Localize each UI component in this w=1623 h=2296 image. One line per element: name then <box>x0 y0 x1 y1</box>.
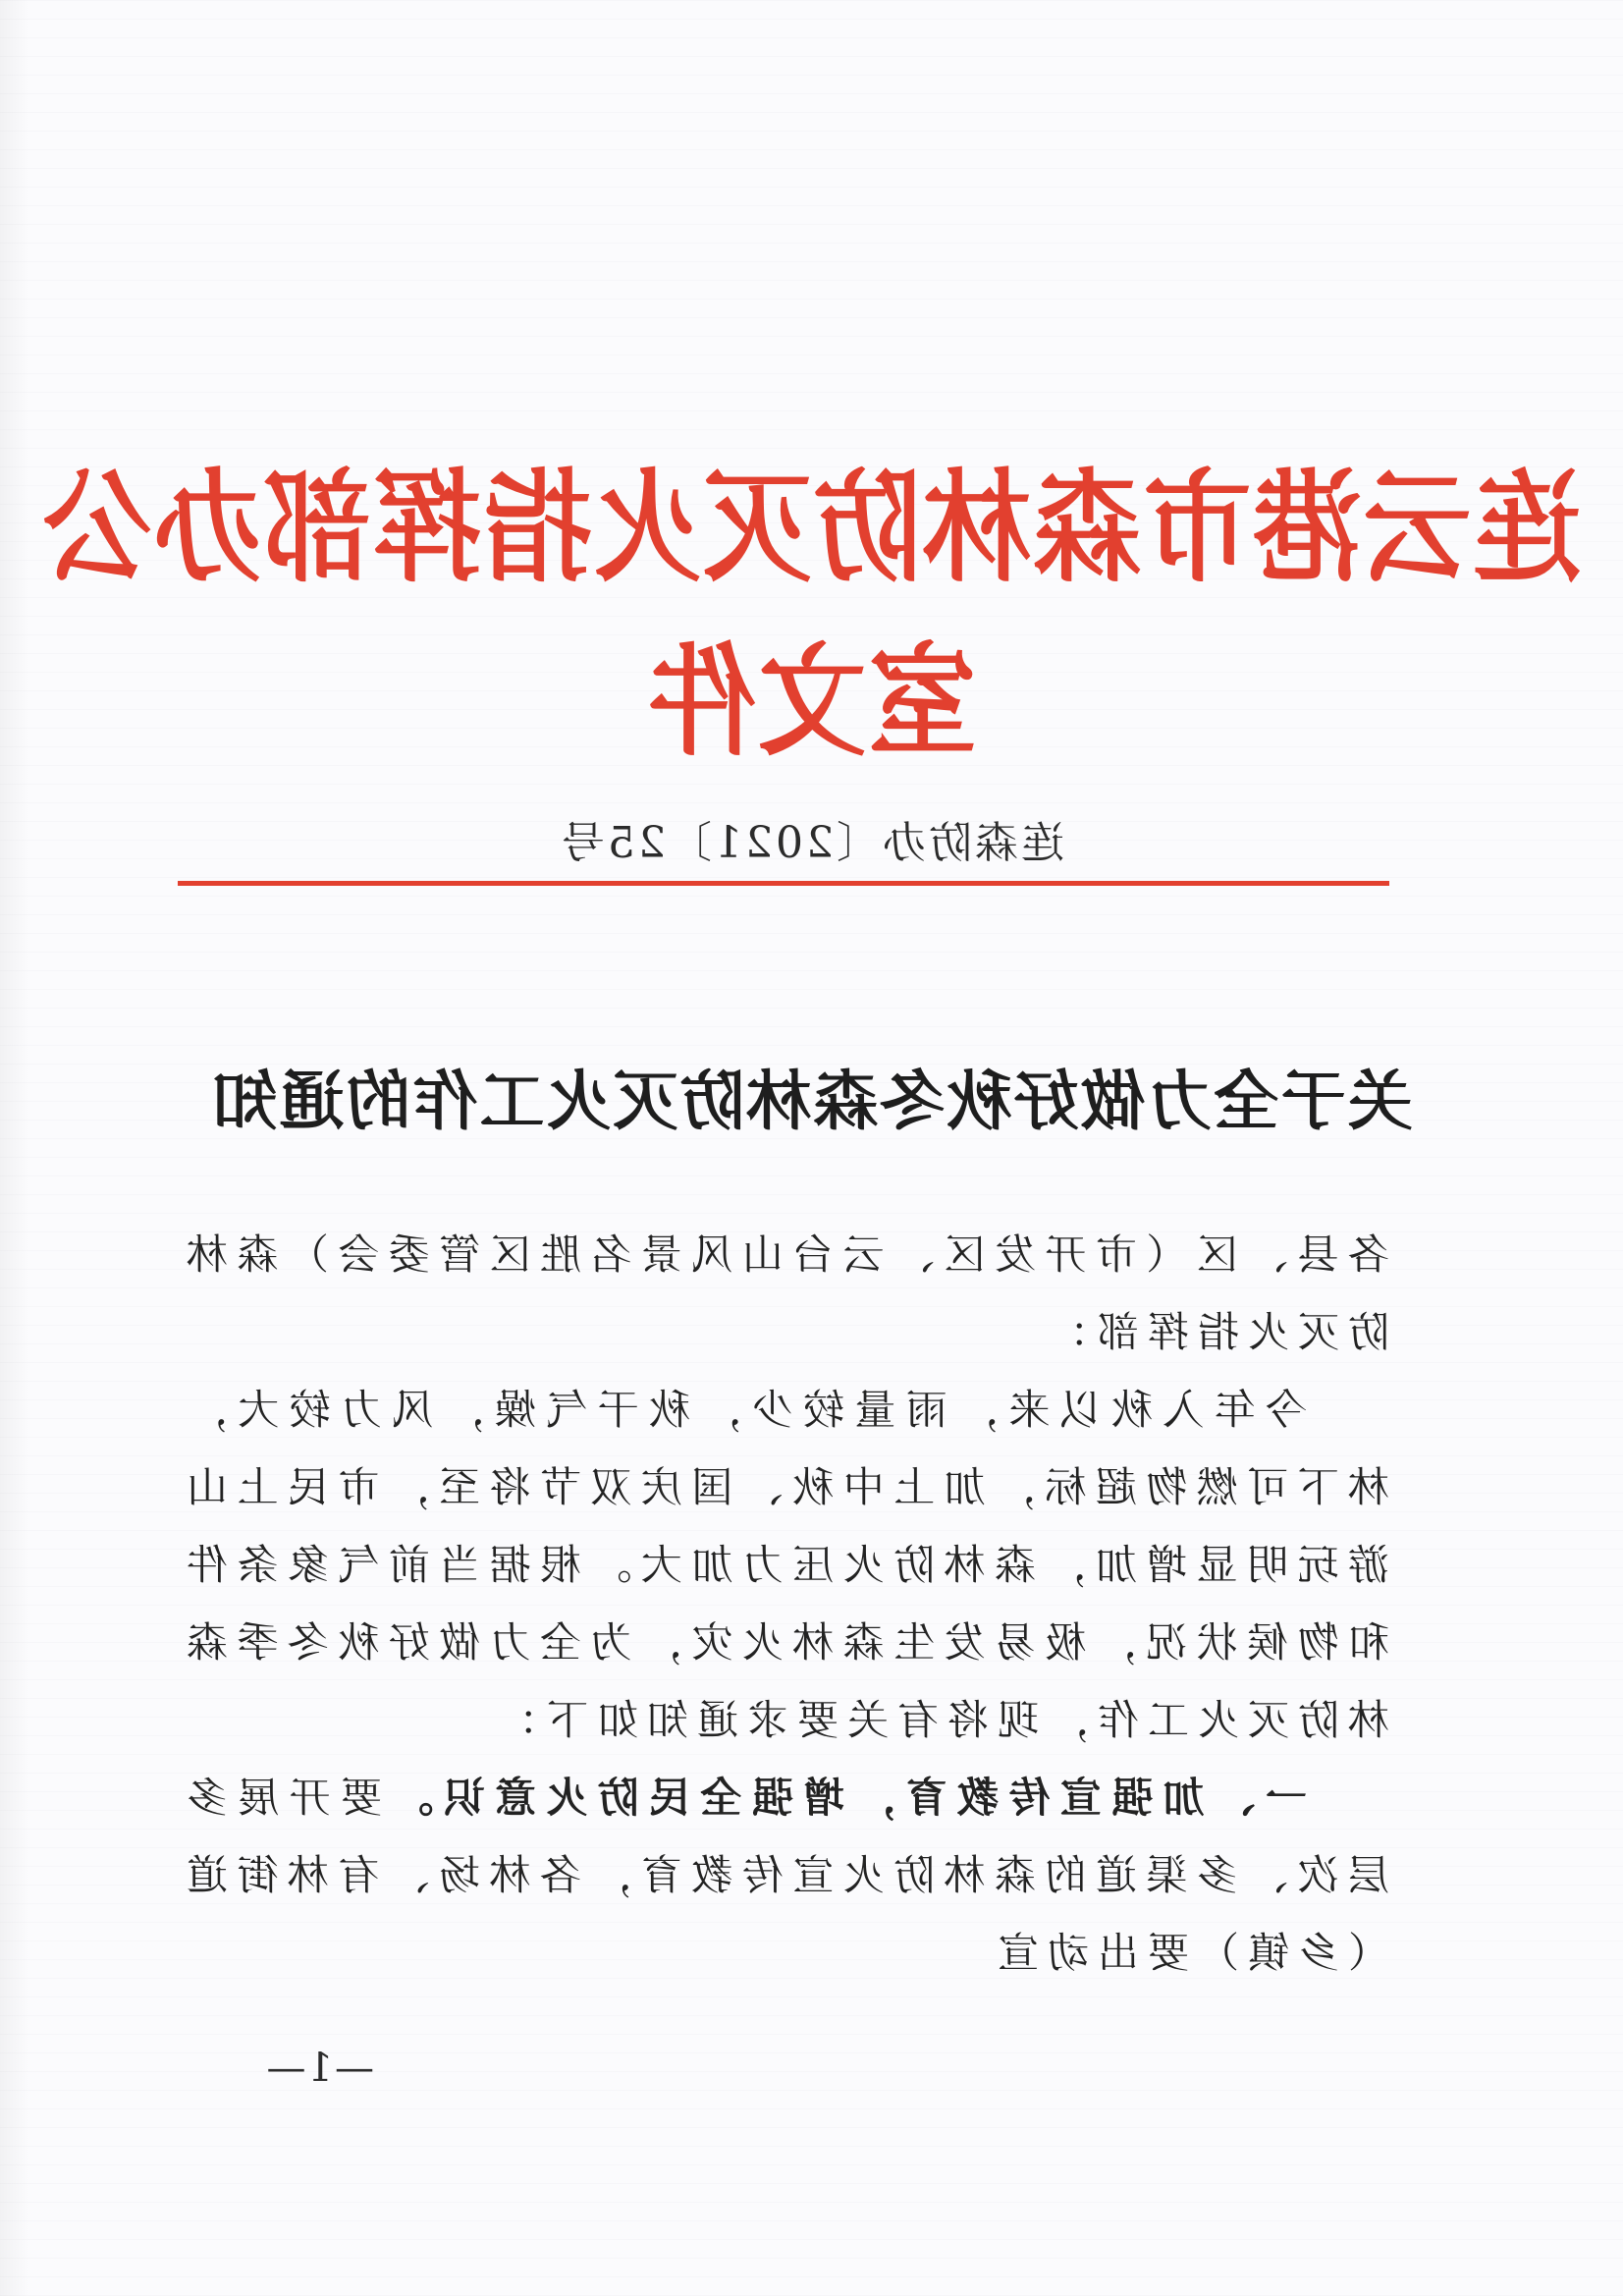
document-number: 连森防办〔2021〕25号 <box>559 818 1064 868</box>
addressee-line: 各县、区（市开发区、云台山风景名胜区管委会）森林防灭火指挥部： <box>178 1230 1389 1356</box>
document-body <box>178 1216 1389 1992</box>
section-1-paragraph <box>178 1759 1389 1992</box>
page-number: —1— <box>264 2046 374 2091</box>
body-paragraph-1: 今年入秋以来，雨量较少，秋干气燥，风力较大，林下可燃物超标，加上中秋、国庆双节将至，市民上山游玩明显增加，森林防火压力加大。根据当前气象条件和物候状况，极易发生森林火灾，为全力做好秋冬季森林防灭火工作，现将有关要求通知如下： <box>178 1386 1389 1744</box>
masthead-title: 连云港市森林防灭火指挥部办公室文件 <box>41 456 1582 773</box>
red-separator-rule <box>178 881 1389 886</box>
section-1-text: 要开展多层次、多渠道的森林防火宣传教育，各林场、有林街道（乡镇）要出动宣 <box>178 1774 1389 1977</box>
document-title: 关于全力做好秋冬森林防灭火工作的通知 <box>210 1063 1413 1139</box>
section-1-heading: 一、加强宣传教育，增强全民防火意识。 <box>382 1774 1307 1822</box>
